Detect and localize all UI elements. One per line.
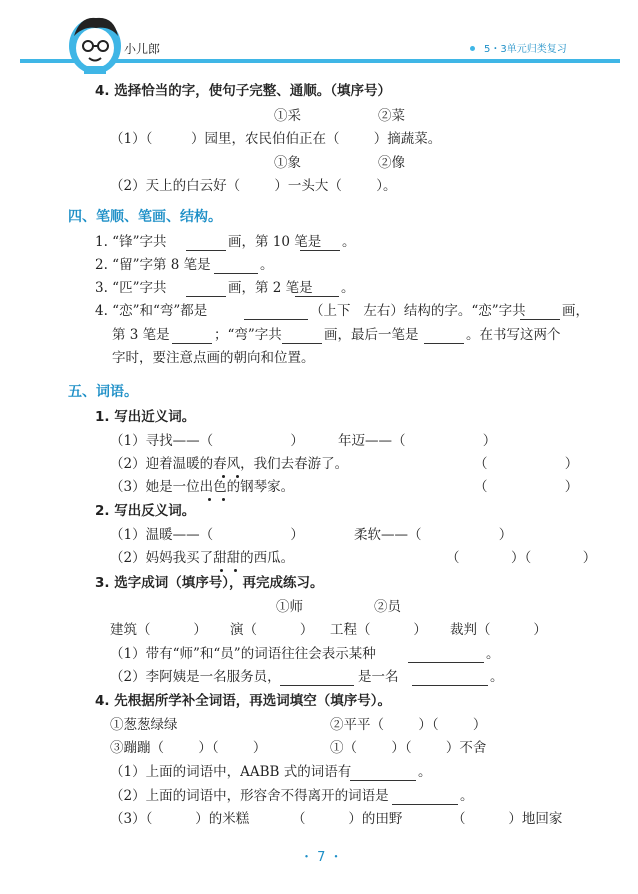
s5-q3-sub2-end: 。 [490, 669, 504, 685]
section-5-heading: 五、词语。 [68, 384, 138, 400]
s5-q4-sub3[interactable]: （ ）的田野 [292, 811, 403, 827]
emphasis-dot [222, 498, 225, 501]
word-fill[interactable]: 建筑（ ） [110, 622, 207, 638]
series-title: 5・3单元归类复习 [484, 44, 567, 55]
cartoon-boy-logo-icon [66, 12, 124, 76]
answer-blank[interactable] [350, 780, 416, 781]
q4-option: ①象 [274, 155, 301, 171]
s5-q4-sub2: （2）上面的词语中，形容舍不得离开的词语是 [110, 788, 389, 804]
answer-paren[interactable]: （ ） [474, 479, 579, 495]
answer-blank[interactable] [280, 685, 354, 686]
s4-item-2-end: 。 [260, 257, 274, 273]
answer-blank[interactable] [172, 343, 212, 344]
word-fill[interactable]: 工程（ ） [330, 622, 427, 638]
q4-title: 4. 选择恰当的字，使句子完整、通顺。（填序号） [95, 83, 391, 99]
s5-q3-title: 3. 选字成词（填序号），再完成练习。 [95, 575, 324, 591]
emphasis-dot [208, 498, 211, 501]
emphasis-dot [236, 475, 239, 478]
s4-item-4-line2: 画，最后一笔是 [324, 327, 419, 343]
s5-q2-title: 2. 写出反义词。 [95, 503, 196, 519]
synonym-sentence: （3）她是一位出色的钢琴家。 [110, 479, 295, 495]
antonym-item: （1）温暖——（ ） [110, 527, 304, 543]
answer-blank[interactable] [186, 250, 226, 251]
s5-q1-title: 1. 写出近义词。 [95, 409, 196, 425]
answer-blank[interactable] [392, 804, 458, 805]
word-item[interactable]: ②平平（ ）（ ） [330, 717, 487, 733]
s4-item-1: 1. “锋”字共 [95, 234, 167, 250]
s4-item-4-text: 画， [562, 303, 589, 319]
answer-paren[interactable]: （ ） [474, 456, 579, 472]
s5-q4-sub3[interactable]: （ ）地回家 [452, 811, 563, 827]
s5-q4-sub2-end: 。 [460, 788, 474, 804]
q4-sentence-2: （2）天上的白云好（ ）一头大（ ）。 [110, 178, 397, 194]
s4-item-4: 4. “恋”和“弯”都是 [95, 303, 208, 319]
answer-blank[interactable] [412, 685, 488, 686]
s4-item-1-end: 。 [342, 234, 356, 250]
s5-q3-sub1-end: 。 [486, 646, 500, 662]
synonym-item: 年迈——（ ） [338, 433, 497, 449]
char-option: ①师 [276, 599, 303, 615]
s5-q4-sub3[interactable]: （3）（ ）的米糕 [110, 811, 250, 827]
answer-blank[interactable] [244, 319, 308, 320]
s4-item-4-line3: 字时，要注意点画的朝向和位置。 [112, 350, 315, 366]
q4-option: ②菜 [378, 108, 405, 124]
brand-name: 小儿郎 [124, 42, 161, 56]
s5-q3-sub2-text: 是一名 [358, 669, 399, 685]
answer-blank[interactable] [300, 250, 340, 251]
q4-sentence-1: （1）（ ）园里，农民伯伯正在（ ）摘蔬菜。 [110, 131, 442, 147]
s4-item-4-line2: 。在书写这两个 [466, 327, 561, 343]
emphasis-dot [234, 569, 237, 572]
s5-q4-title: 4. 先根据所学补全词语，再选词填空（填序号）。 [95, 693, 391, 709]
s4-item-3-end: 。 [341, 280, 355, 296]
synonym-item: （1）寻找——（ ） [110, 433, 304, 449]
s4-item-3: 3. “匹”字共 [95, 280, 167, 296]
answer-blank[interactable] [282, 343, 322, 344]
s5-q3-sub2: （2）李阿姨是一名服务员， [110, 669, 281, 685]
char-option: ②员 [374, 599, 401, 615]
answer-blank[interactable] [186, 296, 226, 297]
antonym-sentence: （2）妈妈我买了甜甜的西瓜。 [110, 550, 295, 566]
answer-paren[interactable]: （ ）（ ） [446, 550, 597, 566]
antonym-item: 柔软——（ ） [354, 527, 513, 543]
s4-item-1-text: 画，第 10 笔是 [228, 234, 322, 250]
section-4-heading: 四、笔顺、笔画、结构。 [68, 209, 222, 225]
s5-q3-sub1: （1）带有“师”和“员”的词语往往会表示某种 [110, 646, 376, 662]
header-dot [470, 46, 475, 51]
word-item[interactable]: ③蹦蹦（ ）（ ） [110, 740, 267, 756]
s4-item-4-line2: 第 3 笔是 [112, 327, 170, 343]
answer-blank[interactable] [408, 662, 484, 663]
s5-q4-sub1: （1）上面的词语中，AABB 式的词语有 [110, 764, 352, 780]
emphasis-dot [222, 475, 225, 478]
word-item: ①葱葱绿绿 [110, 717, 178, 733]
s4-item-4-line2: ；“弯”字共 [214, 327, 282, 343]
word-item[interactable]: ①（ ）（ ）不舍 [330, 740, 487, 756]
synonym-sentence: （2）迎着温暖的春风，我们去春游了。 [110, 456, 349, 472]
s5-q4-sub1-end: 。 [418, 764, 432, 780]
page-number: ・ 7 ・ [300, 850, 343, 865]
word-fill[interactable]: 演（ ） [230, 622, 314, 638]
answer-blank[interactable] [424, 343, 464, 344]
s4-item-3-text: 画，第 2 笔是 [228, 280, 313, 296]
q4-option: ①采 [274, 108, 301, 124]
s4-item-4-text: （上下 左右）结构的字。“恋”字共 [310, 303, 526, 319]
word-fill[interactable]: 裁判（ ） [450, 622, 547, 638]
emphasis-dot [220, 569, 223, 572]
answer-blank[interactable] [214, 273, 258, 274]
q4-option: ②像 [378, 155, 405, 171]
answer-blank[interactable] [295, 296, 339, 297]
answer-blank[interactable] [520, 319, 560, 320]
s4-item-2: 2. “留”字第 8 笔是 [95, 257, 211, 273]
